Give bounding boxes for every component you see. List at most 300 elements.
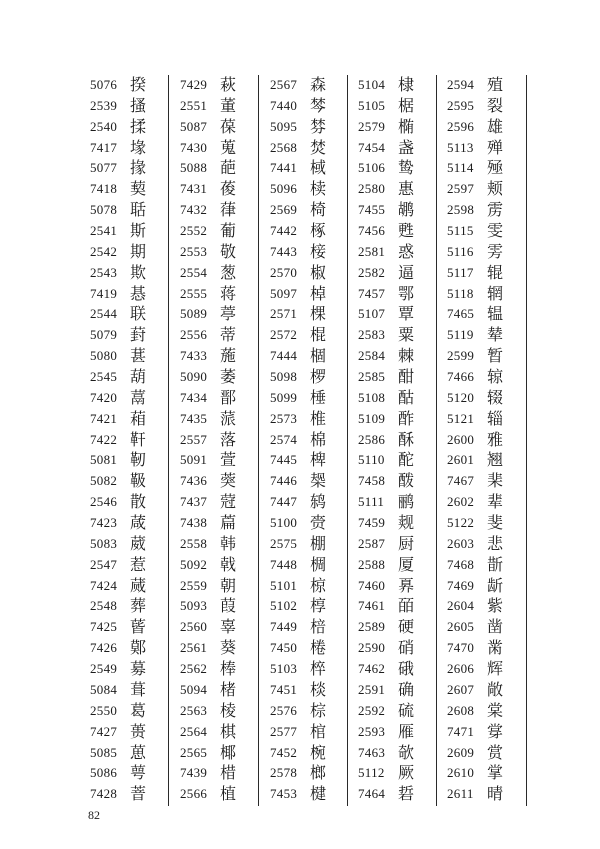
char-code: 5113 [447, 139, 474, 155]
char-code: 2549 [90, 661, 118, 677]
char-code: 7427 [90, 723, 118, 739]
table-row [180, 263, 252, 284]
table-row [358, 450, 430, 471]
char-code: 2584 [358, 348, 386, 364]
character: 萹 [220, 513, 237, 533]
table-row [358, 158, 430, 179]
character: 靸 [130, 471, 147, 491]
table-row [447, 743, 519, 764]
character: 朝 [220, 575, 237, 595]
character: 椭 [398, 116, 415, 136]
character: 硪 [398, 659, 415, 679]
char-code: 5080 [90, 348, 118, 364]
table-row [358, 722, 430, 743]
character: 雁 [398, 721, 415, 741]
char-code: 2545 [90, 369, 118, 385]
table-row [180, 492, 252, 513]
table-row [358, 263, 430, 284]
char-code: 7435 [180, 410, 208, 426]
char-code: 7448 [270, 556, 298, 572]
table-row [180, 576, 252, 597]
table-row [270, 179, 342, 200]
table-row [270, 367, 342, 388]
table-row [180, 221, 252, 242]
char-code: 7471 [447, 723, 475, 739]
table-row [90, 763, 162, 784]
character: 棱 [220, 700, 237, 720]
character: 楗 [310, 784, 327, 804]
char-code: 2577 [270, 723, 298, 739]
char-code: 7421 [90, 410, 118, 426]
character: 硩 [398, 784, 415, 804]
character: 葶 [220, 304, 237, 324]
character: 辇 [487, 325, 504, 345]
char-code: 7452 [270, 744, 298, 760]
char-code: 5116 [447, 243, 474, 259]
table-row [447, 722, 519, 743]
character: 椑 [310, 450, 327, 470]
character: 欹 [398, 742, 415, 762]
character: 蒂 [220, 325, 237, 345]
character: 甦 [398, 221, 415, 241]
char-code: 2553 [180, 243, 208, 259]
character: 掾 [130, 158, 147, 178]
table-row [90, 743, 162, 764]
table-row [358, 346, 430, 367]
table-row [90, 117, 162, 138]
char-code: 5092 [180, 556, 208, 572]
char-code: 7456 [358, 223, 386, 239]
table-row [270, 117, 342, 138]
character: 萩 [220, 75, 237, 94]
character: 敬 [220, 241, 237, 261]
character: 椒 [310, 262, 327, 282]
table-row [447, 492, 519, 513]
table-row [447, 284, 519, 305]
table-row [270, 638, 342, 659]
char-code: 2539 [90, 97, 118, 113]
table-row [270, 284, 342, 305]
char-code: 2543 [90, 264, 118, 280]
character: 惠 [398, 179, 415, 199]
character: 森 [310, 75, 327, 94]
character: 揆 [130, 75, 147, 94]
char-code: 7470 [447, 640, 475, 656]
page-number: 82 [88, 808, 100, 822]
table-row [90, 430, 162, 451]
table-row [90, 284, 162, 305]
char-code: 7451 [270, 681, 298, 697]
character: 酢 [398, 408, 415, 428]
table-row [447, 304, 519, 325]
char-code: 2580 [358, 181, 386, 197]
char-code: 5083 [90, 535, 118, 551]
char-code: 2607 [447, 681, 475, 697]
character: 奡 [398, 575, 415, 595]
char-code: 5103 [270, 661, 298, 677]
character: 聒 [130, 200, 147, 220]
char-code: 2574 [270, 431, 298, 447]
character: 椊 [310, 659, 327, 679]
table-row [270, 242, 342, 263]
table-row [447, 701, 519, 722]
char-code: 7437 [180, 494, 208, 510]
character: 棘 [398, 346, 415, 366]
table-row [358, 596, 430, 617]
table-row [447, 430, 519, 451]
char-code: 2591 [358, 681, 386, 697]
character: 酡 [398, 450, 415, 470]
table-row [90, 492, 162, 513]
table-row [90, 96, 162, 117]
character: 殚 [487, 137, 504, 157]
character: 楮 [220, 679, 237, 699]
char-code: 7440 [270, 97, 298, 113]
char-code: 2548 [90, 598, 118, 614]
char-code: 7428 [90, 786, 118, 802]
char-code: 7461 [358, 598, 386, 614]
char-code: 5077 [90, 160, 118, 176]
table-row [90, 325, 162, 346]
character: 辉 [487, 659, 504, 679]
table-row [90, 471, 162, 492]
char-code: 7449 [270, 619, 298, 635]
character: 葙 [130, 408, 147, 428]
table-row [447, 409, 519, 430]
table-row [180, 555, 252, 576]
char-code: 2571 [270, 306, 298, 322]
char-code: 7438 [180, 515, 208, 531]
table-row [270, 763, 342, 784]
character: 棉 [310, 429, 327, 449]
character: 蒈 [130, 617, 147, 637]
character: 鄂 [398, 283, 415, 303]
char-code: 7431 [180, 181, 208, 197]
char-code: 2599 [447, 348, 475, 364]
table-row [447, 75, 519, 96]
char-code: 7444 [270, 348, 298, 364]
char-code: 2566 [180, 786, 208, 802]
table-row [358, 409, 430, 430]
character: 椆 [310, 554, 327, 574]
char-code: 2547 [90, 556, 118, 572]
table-row [180, 763, 252, 784]
character: 棐 [487, 471, 504, 491]
character: 厥 [398, 763, 415, 783]
char-code: 5108 [358, 389, 386, 405]
char-code: 5115 [447, 223, 474, 239]
char-code: 5112 [358, 765, 385, 781]
character: 辋 [487, 283, 504, 303]
table-row [358, 200, 430, 221]
table-row [270, 492, 342, 513]
table-row [270, 471, 342, 492]
table-row [90, 388, 162, 409]
char-code: 2572 [270, 327, 298, 343]
character: 葰 [220, 179, 237, 199]
table-row [270, 576, 342, 597]
character: 翘 [487, 450, 504, 470]
character: 萱 [220, 450, 237, 470]
char-code: 5121 [447, 410, 475, 426]
char-code: 2581 [358, 243, 386, 259]
character: 棹 [310, 283, 327, 303]
char-code: 2590 [358, 640, 386, 656]
table-row [358, 304, 430, 325]
character: 殛 [487, 158, 504, 178]
table-row [358, 388, 430, 409]
char-code: 7432 [180, 202, 208, 218]
table-row [90, 158, 162, 179]
char-code: 2603 [447, 535, 475, 551]
character: 雅 [487, 429, 504, 449]
character: 堟 [130, 137, 147, 157]
character: 棓 [310, 617, 327, 637]
character: 董 [220, 95, 237, 115]
column-separator [347, 75, 348, 806]
table-row [180, 680, 252, 701]
character: 鹕 [398, 200, 415, 220]
table-row [180, 701, 252, 722]
char-code: 2569 [270, 202, 298, 218]
table-row [358, 701, 430, 722]
table-row [358, 471, 430, 492]
character: 鹂 [398, 492, 415, 512]
char-code: 2598 [447, 202, 475, 218]
table-row [90, 242, 162, 263]
table-row [358, 659, 430, 680]
char-code: 7469 [447, 577, 475, 593]
character: 棪 [310, 679, 327, 699]
table-row [270, 701, 342, 722]
char-code: 2558 [180, 535, 208, 551]
table-row [270, 221, 342, 242]
table-row [270, 596, 342, 617]
char-code: 5122 [447, 515, 475, 531]
character: 葩 [220, 158, 237, 178]
character: 惎 [130, 283, 147, 303]
char-code: 2542 [90, 243, 118, 259]
char-code: 7463 [358, 744, 386, 760]
char-code: 5098 [270, 369, 298, 385]
table-row [447, 617, 519, 638]
table-row [270, 513, 342, 534]
table-row [90, 450, 162, 471]
table-row [180, 284, 252, 305]
character: 棣 [398, 75, 415, 94]
char-code: 2559 [180, 577, 208, 593]
char-code: 2589 [358, 619, 386, 635]
char-code: 7465 [447, 306, 475, 322]
character: 棒 [220, 659, 237, 679]
character: 裂 [487, 95, 504, 115]
character: 蒐 [220, 137, 237, 157]
character: 敞 [487, 679, 504, 699]
character: 葺 [130, 679, 147, 699]
code-column-3 [270, 75, 342, 805]
table-row [270, 325, 342, 346]
char-code: 7466 [447, 369, 475, 385]
character: 赏 [487, 742, 504, 762]
character: 颊 [487, 179, 504, 199]
character: 葴 [130, 513, 147, 533]
char-code: 7445 [270, 452, 298, 468]
char-code: 2592 [358, 702, 386, 718]
table-row [180, 96, 252, 117]
char-code: 2550 [90, 702, 118, 718]
character: 葭 [220, 596, 237, 616]
character: 葖 [220, 471, 237, 491]
table-row [270, 263, 342, 284]
char-code: 2594 [447, 77, 475, 92]
column-separator [168, 75, 169, 806]
char-code: 2600 [447, 431, 475, 447]
char-code: 5079 [90, 327, 118, 343]
table-row [358, 784, 430, 805]
character: 殖 [487, 75, 504, 94]
table-row [358, 367, 430, 388]
char-code: 2610 [447, 765, 475, 781]
char-code: 7460 [358, 577, 386, 593]
character: 酥 [398, 429, 415, 449]
character: 紫 [487, 596, 504, 616]
table-row [447, 450, 519, 471]
table-row [180, 304, 252, 325]
char-code: 7436 [180, 473, 208, 489]
column-separator [436, 75, 437, 806]
character: 葸 [130, 742, 147, 762]
character: 雄 [487, 116, 504, 136]
char-code: 7429 [180, 77, 208, 92]
character: 酤 [398, 387, 415, 407]
character: 焚 [310, 137, 327, 157]
char-code: 2587 [358, 535, 386, 551]
character: 搔 [130, 95, 147, 115]
table-row [180, 659, 252, 680]
char-code: 2568 [270, 139, 298, 155]
character: 椀 [310, 742, 327, 762]
character: 葡 [220, 221, 237, 241]
character: 辊 [487, 262, 504, 282]
char-code: 7462 [358, 661, 386, 677]
table-row [358, 96, 430, 117]
table-row [447, 200, 519, 221]
table-row [447, 138, 519, 159]
char-code: 5100 [270, 515, 298, 531]
char-code: 5109 [358, 410, 386, 426]
table-row [358, 743, 430, 764]
table-row [90, 263, 162, 284]
column-separator [258, 75, 259, 806]
char-code: 7441 [270, 160, 298, 176]
character: 期 [130, 241, 147, 261]
table-row [447, 117, 519, 138]
char-code: 7424 [90, 577, 118, 593]
table-row [180, 450, 252, 471]
table-row [447, 346, 519, 367]
table-row [270, 659, 342, 680]
table-row [90, 659, 162, 680]
character: 辌 [487, 367, 504, 387]
char-code: 5089 [180, 306, 208, 322]
char-code: 7442 [270, 223, 298, 239]
table-row [270, 346, 342, 367]
char-code: 7422 [90, 431, 118, 447]
character: 棽 [310, 95, 327, 115]
table-row [447, 471, 519, 492]
table-row [270, 430, 342, 451]
table-row [358, 638, 430, 659]
char-code: 5088 [180, 160, 208, 176]
table-row [358, 138, 430, 159]
table-row [270, 680, 342, 701]
character: 硫 [398, 700, 415, 720]
char-code: 7454 [358, 139, 386, 155]
char-code: 5086 [90, 765, 118, 781]
character: 椝 [310, 471, 327, 491]
table-row [90, 304, 162, 325]
table-row [270, 304, 342, 325]
table-row [180, 346, 252, 367]
character: 椁 [310, 596, 327, 616]
table-row [180, 513, 252, 534]
character: 晴 [487, 784, 504, 804]
char-code: 2561 [180, 640, 208, 656]
code-column-1 [90, 75, 162, 805]
character: 椰 [220, 742, 237, 762]
char-code: 2588 [358, 556, 386, 572]
character: 葵 [220, 638, 237, 658]
character: 厦 [398, 554, 415, 574]
char-code: 2564 [180, 723, 208, 739]
char-code: 2583 [358, 327, 386, 343]
code-column-4 [358, 75, 430, 805]
character: 靬 [130, 429, 147, 449]
table-row [358, 117, 430, 138]
table-row [90, 534, 162, 555]
character: 棼 [310, 116, 327, 136]
character: 棰 [310, 387, 327, 407]
character: 辈 [487, 492, 504, 512]
table-row [180, 638, 252, 659]
char-code: 7459 [358, 515, 386, 531]
char-code: 2544 [90, 306, 118, 322]
char-code: 2582 [358, 264, 386, 280]
character: 雳 [487, 200, 504, 220]
table-row [270, 96, 342, 117]
char-code: 2562 [180, 661, 208, 677]
character: 萎 [220, 367, 237, 387]
table-row [358, 75, 430, 96]
character: 蒎 [220, 408, 237, 428]
column-separator [526, 75, 527, 806]
character: 联 [130, 304, 147, 324]
table-row [90, 555, 162, 576]
table-row [180, 200, 252, 221]
table-row [270, 450, 342, 471]
character: 蒄 [220, 492, 237, 512]
character: 凿 [487, 617, 504, 637]
char-code: 5118 [447, 285, 474, 301]
char-code: 7419 [90, 285, 118, 301]
table-row [90, 784, 162, 805]
table-row [180, 75, 252, 96]
character: 棺 [310, 721, 327, 741]
code-column-5 [447, 75, 519, 805]
character: 葬 [130, 596, 147, 616]
character: 欺 [130, 262, 147, 282]
char-code: 2551 [180, 97, 208, 113]
